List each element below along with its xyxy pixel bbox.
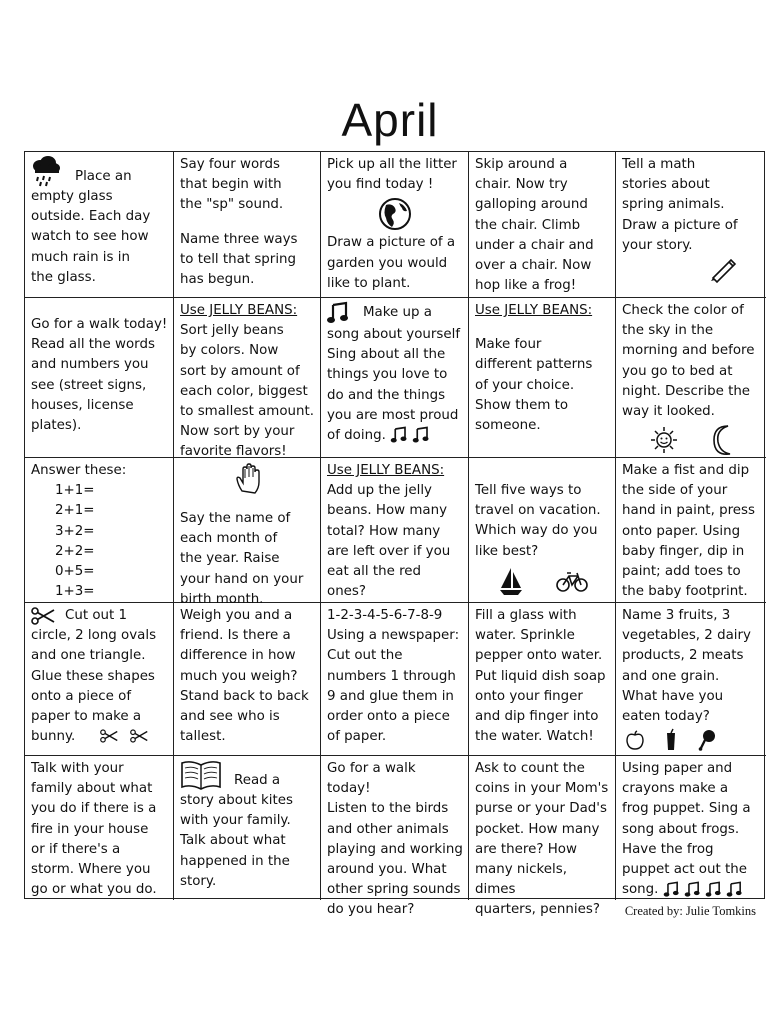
cell-math-stories — [616, 152, 766, 298]
cell-text: watch to see how — [31, 229, 149, 245]
music-note-icon — [412, 426, 430, 444]
cell-text: someone. — [475, 418, 541, 434]
cell-text: eat all the red — [327, 564, 422, 580]
cell-text: water. Sprinkle — [475, 628, 575, 644]
cell-text: houses, license — [31, 397, 134, 413]
cell-text: of paper. — [327, 729, 387, 745]
cell-text: tallest. — [180, 729, 226, 745]
cell-text: way it looked. — [622, 404, 715, 420]
cell-text: Cut out the — [327, 648, 403, 664]
cell-text: much rain is in — [31, 249, 130, 265]
music-note-icon — [327, 301, 349, 325]
cell-text: with your family. — [180, 813, 291, 829]
cell-skip-chair — [469, 152, 616, 298]
cell-text: the sky in the — [622, 323, 714, 339]
cell-text: to smallest amount. — [180, 404, 315, 420]
cell-text: and other animals — [327, 821, 449, 837]
cell-text: total? How many — [327, 523, 441, 539]
cell-text: products, 2 meats — [622, 648, 744, 664]
milk-glass-icon — [664, 729, 678, 751]
cell-text: Using a newspaper: — [327, 628, 460, 644]
cell-jelly-bean-patterns — [469, 298, 616, 458]
scissors-icon — [31, 607, 55, 625]
music-note-icon — [390, 426, 408, 444]
cell-text: birth month. — [180, 591, 264, 607]
cell-text: hop like a frog! — [475, 278, 577, 294]
cell-text: ones? — [327, 584, 367, 600]
cell-text: many nickels, dimes — [475, 862, 567, 898]
cell-text: paint; add toes to — [622, 564, 741, 580]
cell-birth-month — [174, 458, 321, 607]
cell-text: to tell that spring — [180, 251, 297, 267]
cell-text: like to plant. — [327, 275, 411, 291]
cell-text: pocket. How many — [475, 821, 600, 837]
cell-text: 9 and glue them in — [327, 688, 454, 704]
apple-icon — [626, 730, 644, 750]
cell-litter-garden — [321, 152, 469, 298]
cell-text: playing and working — [327, 841, 463, 857]
cell-text: and one triangle. — [31, 648, 146, 664]
cell-text: coins in your Mom's — [475, 781, 609, 797]
cell-text: onto a piece of — [31, 688, 132, 704]
cell-text: Read a — [234, 772, 281, 788]
scissors-icon — [130, 729, 148, 743]
cell-text: are left over if you — [327, 543, 451, 559]
sailboat-icon — [498, 566, 524, 596]
cell-text: different patterns — [475, 357, 593, 373]
cell-text: other spring sounds — [327, 882, 461, 898]
music-note-icon — [663, 881, 680, 898]
cell-addition-problems — [25, 458, 174, 603]
globe-icon — [378, 197, 412, 231]
cell-text: paper to make a — [31, 709, 142, 725]
cell-text: Draw a picture of — [622, 217, 738, 233]
cell-text: Place an — [75, 168, 132, 184]
cell-text: do and the things — [327, 387, 446, 403]
cell-text: purse or your Dad's — [475, 801, 607, 817]
cell-text: each month of — [180, 531, 278, 547]
cell-text: Check the color of — [622, 303, 744, 318]
open-book-icon — [180, 759, 222, 791]
cell-text: Ask to count the — [475, 761, 585, 776]
cell-text: things you love to — [327, 367, 448, 383]
cell-text: eaten today? — [622, 709, 710, 725]
math-problem: 3+2= — [55, 523, 95, 539]
cell-text: are there? How — [475, 841, 577, 857]
cell-text: Which way do you — [475, 523, 598, 539]
cell-spring-sounds — [321, 756, 469, 918]
cell-text: like best? — [475, 543, 539, 559]
cell-text: Make a fist and dip — [622, 463, 750, 478]
cell-text: you do if there is a — [31, 801, 157, 817]
cell-text: Have the frog — [622, 841, 714, 857]
cell-rain-gauge — [25, 152, 174, 298]
drumstick-icon — [698, 729, 716, 751]
cell-sp-words — [174, 152, 321, 298]
cell-text: song. — [622, 882, 659, 898]
cell-text: song about yourself — [327, 327, 461, 342]
raised-hand-icon — [235, 463, 261, 493]
cell-text: hand in paint, press — [622, 503, 755, 519]
math-problem: 2+2= — [55, 543, 95, 559]
cell-text: vegetables, 2 dairy — [622, 628, 751, 644]
cell-text: Make up a — [363, 304, 432, 320]
cell-text: What have you — [622, 688, 724, 704]
cell-sort-jelly-beans — [174, 298, 321, 458]
cell-add-jelly-beans — [321, 458, 469, 603]
cell-text: Weigh you and a — [180, 608, 293, 623]
cell-text: the baby footprint. — [622, 584, 748, 600]
cell-text: Using paper and — [622, 761, 733, 776]
cell-text: Read all the words — [31, 337, 155, 353]
cell-song-about-yourself — [321, 298, 469, 458]
cell-text: order onto a piece — [327, 709, 450, 725]
cell-text: your hand on your — [180, 571, 304, 587]
cell-text: happened in the — [180, 853, 290, 869]
cell-text: 1-2-3-4-5-6-7-8-9 — [327, 608, 443, 623]
cell-text: Now sort by your — [180, 424, 295, 440]
cell-kite-story — [174, 756, 321, 900]
music-note-icon — [684, 881, 701, 898]
cell-text: pepper onto water. — [475, 648, 603, 664]
cell-text: night. Describe the — [622, 383, 751, 399]
cell-text: the side of your — [622, 483, 728, 499]
cell-text: Say four words — [180, 157, 280, 172]
cell-text: and numbers you — [31, 357, 149, 373]
cell-food-groups — [616, 603, 766, 756]
cell-walk-read — [25, 298, 174, 458]
cell-text: and dip finger into — [475, 709, 599, 725]
cell-fire-storm-plan — [25, 756, 174, 900]
cell-text: Sing about all the — [327, 347, 446, 363]
cell-text: circle, 2 long ovals — [31, 628, 157, 644]
cell-text: go or what you do. — [31, 882, 157, 898]
cell-text: see (street signs, — [31, 377, 147, 393]
cell-text: Fill a glass with — [475, 608, 577, 623]
cell-newspaper-numbers — [321, 603, 469, 756]
pencil-icon — [709, 256, 739, 282]
cell-heading: Answer these: — [31, 463, 127, 478]
moon-icon — [712, 424, 734, 456]
cell-travel-vacation — [469, 458, 616, 603]
music-note-icon — [705, 881, 722, 898]
cell-text: each color, biggest — [180, 383, 308, 399]
cell-text: beans. How many — [327, 503, 448, 519]
cell-text: the glass. — [31, 269, 96, 285]
cell-text: you find today ! — [327, 177, 434, 193]
cell-text: your story. — [622, 237, 693, 253]
page-title: April — [341, 94, 439, 146]
cell-text: difference in how — [180, 648, 296, 664]
cell-text: friend. Is there a — [180, 628, 291, 644]
cell-text: fire in your house — [31, 821, 149, 837]
math-problem: 1+1= — [55, 483, 95, 499]
cell-text: puppet act out the — [622, 862, 747, 878]
cell-text: Talk with your — [31, 761, 124, 776]
math-problem: 0+5= — [55, 564, 95, 580]
cell-text: Talk about what — [180, 833, 286, 849]
cell-text: story about kites — [180, 793, 293, 808]
cell-text: quarters, pennies? — [475, 902, 600, 918]
cell-text: the water. Watch! — [475, 729, 594, 745]
cell-text: much you weigh? — [180, 668, 298, 684]
cell-pepper-experiment — [469, 603, 616, 756]
math-problem: 2+1= — [55, 503, 95, 519]
cell-text: Tell five ways to — [475, 483, 582, 498]
cell-text: the chair. Climb — [475, 217, 581, 233]
cell-text: Glue these shapes — [31, 668, 155, 684]
cell-text: empty glass — [31, 189, 113, 204]
cell-text: numbers 1 through — [327, 668, 456, 684]
cell-frog-puppet — [616, 756, 766, 900]
cell-text: Draw a picture of a — [327, 235, 456, 251]
cell-text: crayons make a — [622, 781, 729, 797]
cell-text: under a chair and — [475, 237, 594, 253]
cell-bunny-shapes — [25, 603, 174, 756]
cell-text: Say the name of — [180, 511, 291, 526]
cell-text: over a chair. Now — [475, 258, 592, 274]
cell-baby-footprint — [616, 458, 766, 603]
cell-text: plates). — [31, 418, 82, 434]
cell-text: chair. Now try — [475, 177, 568, 193]
cell-text: Skip around a — [475, 157, 568, 172]
cell-text: baby finger, dip in — [622, 543, 745, 559]
cell-text: Tell a math — [622, 157, 696, 172]
cell-text: that begin with — [180, 177, 282, 193]
cell-text: spring animals. — [622, 197, 725, 213]
cell-text: Cut out 1 — [65, 608, 128, 623]
cell-text: onto your finger — [475, 688, 583, 704]
cell-text: of your choice. — [475, 377, 575, 393]
cell-text: favorite flavors! — [180, 444, 287, 460]
cell-text: song about frogs. — [622, 821, 740, 837]
bicycle-icon — [556, 570, 588, 592]
rain-cloud-icon — [31, 155, 61, 187]
cell-text: the "sp" sound. — [180, 197, 284, 213]
cell-text: bunny. — [31, 729, 76, 745]
cell-text: around you. What — [327, 862, 447, 878]
cell-text: travel on vacation. — [475, 503, 601, 519]
cell-text: sort by amount of — [180, 363, 300, 379]
cell-text: do you hear? — [327, 902, 415, 918]
cell-text: of doing. — [327, 428, 386, 444]
cell-text: Listen to the birds — [327, 801, 449, 817]
cell-text: has begun. — [180, 272, 255, 288]
cell-weigh-friend — [174, 603, 321, 756]
cell-count-coins — [469, 756, 616, 918]
scissors-icon — [100, 729, 118, 743]
cell-text: and one grain. — [622, 668, 720, 684]
cell-text: you are most proud — [327, 407, 459, 423]
cell-text: onto paper. Using — [622, 523, 741, 539]
cell-text: Put liquid dish soap — [475, 668, 606, 684]
music-note-icon — [726, 881, 743, 898]
cell-text: Name 3 fruits, 3 — [622, 608, 731, 623]
cell-text: family about what — [31, 781, 153, 797]
author-credit: Created by: Julie Tomkins — [624, 904, 756, 918]
cell-text: the year. Raise — [180, 551, 280, 567]
cell-text: Sort jelly beans — [180, 323, 284, 339]
sun-icon — [650, 426, 678, 454]
cell-text: Show them to — [475, 397, 569, 413]
cell-text: Name three ways — [180, 231, 298, 247]
cell-text: outside. Each day — [31, 209, 151, 225]
cell-text: Go for a walk today! — [327, 761, 416, 797]
cell-heading: Use JELLY BEANS: — [475, 303, 593, 318]
cell-text: Make four — [475, 337, 542, 353]
cell-sky-color — [616, 298, 766, 458]
cell-text: Go for a walk today! — [31, 317, 168, 332]
cell-text: Stand back to back — [180, 688, 309, 704]
cell-text: frog puppet. Sing a — [622, 801, 751, 817]
cell-text: stories about — [622, 177, 710, 193]
cell-text: or if there's a — [31, 841, 121, 857]
cell-text: morning and before — [622, 343, 755, 359]
math-problem: 1+3= — [55, 584, 95, 600]
cell-text: garden you would — [327, 255, 448, 271]
cell-text: story. — [180, 873, 217, 889]
cell-text: Pick up all the litter — [327, 157, 457, 172]
cell-text: Add up the jelly — [327, 483, 432, 499]
cell-text: by colors. Now — [180, 343, 279, 359]
cell-text: storm. Where you — [31, 862, 151, 878]
cell-text: and see who is — [180, 709, 280, 725]
cell-text: you go to bed at — [622, 363, 733, 379]
cell-text: galloping around — [475, 197, 588, 213]
cell-heading: Use JELLY BEANS: — [180, 303, 298, 318]
cell-heading: Use JELLY BEANS: — [327, 463, 445, 478]
